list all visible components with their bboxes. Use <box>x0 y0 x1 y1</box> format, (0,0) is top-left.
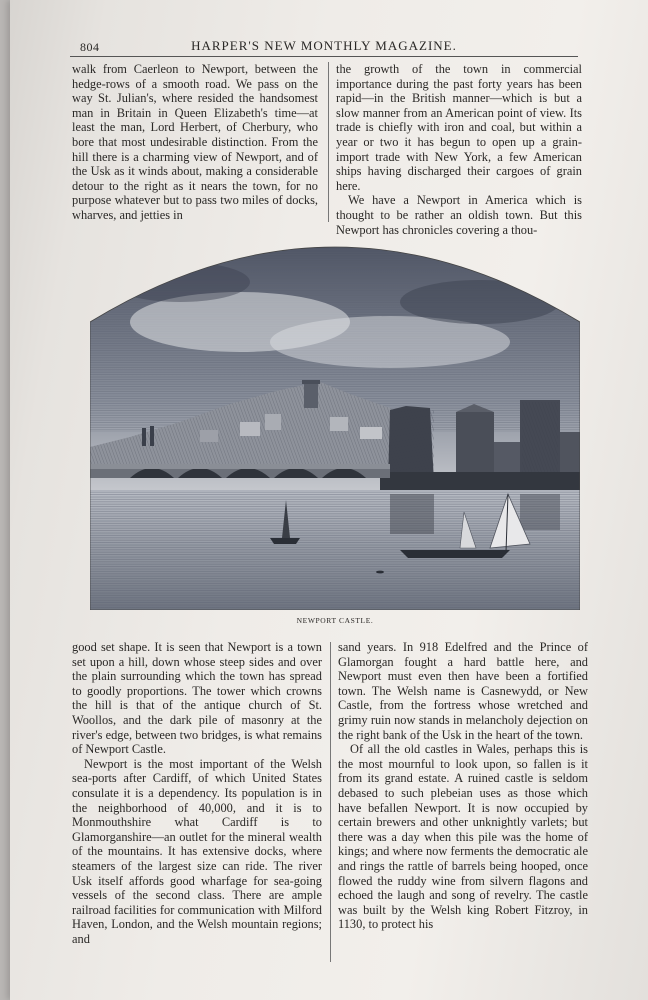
newport-castle-engraving <box>90 232 580 610</box>
top-right-paragraph-1: the growth of the town in commercial importance during the past forty years has been rapid—in the British manner—which is but a slow manner from an American point of view. Its trade is chiefly with iron and coal, but within a year or two it has begun to open up a grain-import trade with New York, a few American ships having discharged their cargoes of grain here. <box>336 62 582 193</box>
top-left-paragraph: walk from Caerleon to Newport, between the hedge-rows of a smooth road. We pass on the way St. Julian's, where resided the handsomest man in Britain in Queen Elizabeth's time—at least the man, Lord Herbert, of Cherbury, who bore that most undesirable distinction. From the hill there is a charming view of Newport, and of the Usk as it winds about, making a considerable detour to the right as it nears the town, for no purpose whatever but to pass two miles of docks, wharves, and jetties in <box>72 62 318 222</box>
bottom-left-paragraph-2: Newport is the most important of the Welsh sea-ports after Cardiff, of which United States consulate it is a dependency. Its population is in the neighborhood of 40,000, and it is to Monmouthshire what Cardiff is to Glamorganshire—an outlet for the mineral wealth of the mountains. It has extensive docks, where steamers of the largest size can ride. The river Usk itself affords good wharfage for sea-going vessels of the second class. There are ample railroad facilities for communication with Milford Haven, London, and the Welsh mountain regions; and <box>72 756 322 946</box>
bottom-left-paragraph-1: good set shape. It is seen that Newport is a town set upon a hill, down whose steep sides and over the plain surrounding which the town has spread to goodly proportions. The tower which crowns the hill is that of the antique church of St. Woollos, and the dark pile of masonry at the river's edge, between two bridges, is what remains of Newport Castle. <box>72 640 322 757</box>
top-right-column <box>336 62 582 237</box>
bottom-right-paragraph-2: Of all the old castles in Wales, perhaps this is the most mournful to look upon, so fallen is it from its grand estate. A ruined castle is seldom debased to such plebeian uses as those which have befallen Newport. It is now occupied by certain brewers and other unknightly varlets; but there was a day when this pile was the home of kings; and where now ferments the democratic ale and rings the rattle of barrels being hooped, once flowed the ruddy wine from silvern flagons and echoed the laugh and song of revelry. The castle was built by the Welsh king Robert Fitzroy, in 1130, to protect his <box>338 742 588 932</box>
header-rule <box>70 56 578 57</box>
top-left-column <box>72 62 318 223</box>
page-number: 804 <box>80 40 100 54</box>
bottom-right-column <box>338 640 588 932</box>
magazine-title: HARPER'S NEW MONTHLY MAGAZINE. <box>191 38 457 53</box>
bottom-column-divider <box>330 642 331 962</box>
bottom-left-column <box>72 640 322 946</box>
top-column-divider <box>328 62 329 222</box>
running-header <box>70 38 578 56</box>
bottom-right-paragraph-1: sand years. In 918 Edelfred and the Prince of Glamorgan fought a hard battle here, and Newport must even then have been a fortified town. The Welsh name is Casnewydd, or New Castle, from the fortress whose wretched and grimy ruin now stands in melancholy dejection on the right bank of the Usk in the heart of the town. <box>338 640 588 742</box>
illustration-caption: NEWPORT CASTLE. <box>296 616 374 625</box>
top-right-paragraph-2: We have a Newport in America which is thought to be rather an oldish town. But this Newport has chronicles covering a thou- <box>336 193 582 237</box>
magazine-page <box>10 0 648 1000</box>
